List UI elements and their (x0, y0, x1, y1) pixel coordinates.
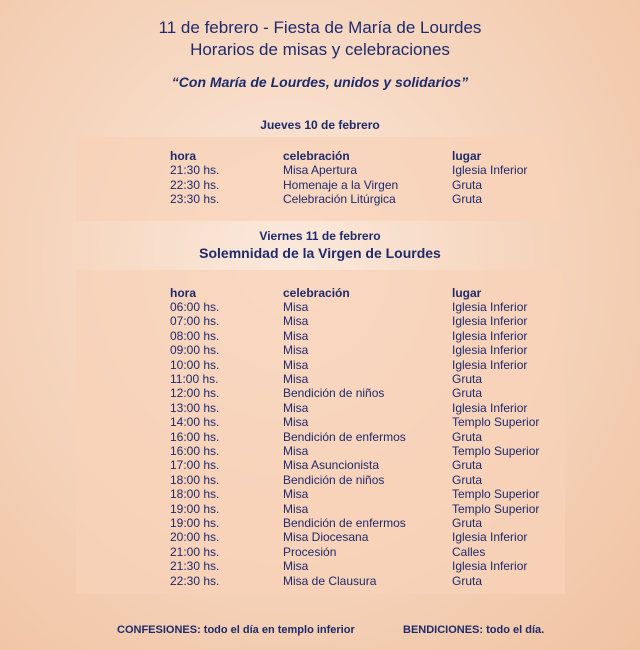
column-header-celebracion: celebración (283, 286, 350, 300)
table-row (76, 343, 565, 357)
cell-lugar: Iglesia Inferior (452, 314, 528, 329)
day2-heading: Viernes 11 de febrero (259, 229, 381, 243)
cell-lugar: Calles (452, 544, 486, 559)
cell-hora: 12:00 hs. (170, 386, 220, 401)
table-row (76, 473, 565, 487)
table-row (76, 386, 565, 400)
cell-hora: 18:00 hs. (170, 487, 220, 502)
cell-lugar: Iglesia Inferior (452, 357, 528, 372)
cell-lugar: Gruta (452, 177, 483, 192)
cell-lugar: Gruta (452, 192, 483, 206)
cell-lugar: Templo Superior (452, 501, 540, 516)
day2-schedule-table (76, 270, 565, 594)
table-row (76, 574, 565, 588)
cell-hora: 11:00 hs. (170, 372, 219, 386)
cell-celebracion: Misa (283, 559, 309, 574)
cell-celebracion: Celebración Litúrgica (283, 192, 396, 206)
table-row (76, 444, 565, 458)
cell-celebracion: Misa (283, 328, 309, 343)
page-title: 11 de febrero - Fiesta de María de Lourdes (158, 18, 482, 37)
cell-hora: 14:00 hs. (170, 415, 220, 430)
cell-hora: 18:00 hs. (170, 472, 220, 487)
column-header-celebracion: celebración (283, 149, 350, 163)
table-row (76, 458, 565, 472)
cell-celebracion: Procesión (283, 544, 337, 559)
cell-lugar: Iglesia Inferior (452, 400, 528, 415)
cell-lugar: Gruta (452, 429, 483, 444)
cell-celebracion: Misa (283, 343, 309, 358)
cell-hora: 13:00 hs. (170, 400, 220, 415)
table-row (76, 545, 565, 559)
cell-celebracion: Misa de Clausura (283, 573, 377, 588)
column-header-lugar: lugar (452, 286, 482, 300)
cell-celebracion: Bendición de niños (283, 472, 385, 487)
cell-celebracion: Misa (283, 300, 309, 314)
cell-lugar: Iglesia Inferior (452, 328, 528, 343)
cell-hora: 19:00 hs. (170, 501, 220, 516)
page-subtitle: Horarios de misas y celebraciones (190, 40, 450, 59)
table-row (76, 401, 565, 415)
cell-celebracion: Bendición de niños (283, 386, 385, 401)
cell-celebracion: Misa (283, 357, 309, 372)
cell-hora: 16:00 hs. (170, 429, 220, 444)
cell-hora: 10:00 hs. (170, 357, 220, 372)
confesiones-note: CONFESIONES: todo el día en templo inferior (117, 624, 355, 636)
table-row (76, 516, 565, 530)
cell-celebracion: Misa (283, 487, 309, 502)
column-header-lugar: lugar (452, 149, 482, 163)
cell-hora: 08:00 hs. (170, 328, 220, 343)
cell-lugar: Gruta (452, 573, 483, 588)
motto: “Con María de Lourdes, unidos y solidarios” (171, 74, 469, 90)
cell-hora: 20:00 hs. (170, 530, 220, 545)
cell-hora: 21:30 hs. (170, 163, 220, 177)
cell-lugar: Templo Superior (452, 487, 540, 502)
cell-celebracion: Misa Diocesana (283, 530, 369, 545)
cell-hora: 21:30 hs. (170, 559, 220, 574)
cell-hora: 22:30 hs. (170, 177, 220, 192)
table-row (76, 300, 565, 314)
cell-hora: 23:30 hs. (170, 192, 220, 206)
cell-celebracion: Misa (283, 501, 309, 516)
table-row (76, 178, 565, 192)
table-header (76, 286, 565, 300)
cell-hora: 07:00 hs. (170, 314, 220, 329)
table-row (76, 358, 565, 372)
cell-celebracion: Misa (283, 415, 309, 430)
cell-lugar: Iglesia Inferior (452, 530, 528, 545)
cell-hora: 17:00 hs. (170, 458, 220, 473)
table-row (76, 487, 565, 501)
table-row (76, 192, 565, 206)
day2-subheading: Solemnidad de la Virgen de Lourdes (199, 245, 441, 261)
table-row (76, 430, 565, 444)
cell-hora: 22:30 hs. (170, 573, 220, 588)
cell-celebracion: Misa Apertura (283, 163, 358, 177)
cell-lugar: Iglesia Inferior (452, 343, 528, 358)
table-row (76, 329, 565, 343)
table-row (76, 530, 565, 544)
table-row (76, 559, 565, 573)
cell-lugar: Gruta (452, 516, 483, 530)
cell-hora: 21:00 hs. (170, 544, 220, 559)
cell-celebracion: Bendición de enfermos (283, 516, 406, 530)
cell-lugar: Gruta (452, 458, 483, 473)
cell-lugar: Templo Superior (452, 444, 540, 458)
table-row (76, 372, 565, 386)
column-header-hora: hora (170, 286, 197, 300)
cell-celebracion: Misa Asuncionista (283, 458, 380, 473)
day1-schedule-table (76, 137, 565, 221)
cell-hora: 19:00 hs. (170, 516, 220, 530)
column-header-hora: hora (170, 149, 197, 163)
table-header (76, 149, 565, 163)
cell-lugar: Gruta (452, 472, 483, 487)
cell-celebracion: Misa (283, 314, 309, 329)
day1-heading: Jueves 10 de febrero (260, 118, 380, 132)
cell-hora: 16:00 hs. (170, 444, 220, 458)
table-row (76, 163, 565, 177)
cell-celebracion: Misa (283, 400, 309, 415)
cell-lugar: Iglesia Inferior (452, 300, 528, 314)
table-row (76, 415, 565, 429)
cell-celebracion: Homenaje a la Virgen (283, 177, 399, 192)
cell-hora: 06:00 hs. (170, 300, 220, 314)
cell-lugar: Iglesia Inferior (452, 559, 528, 574)
bendiciones-note: BENDICIONES: todo el día. (403, 624, 545, 636)
cell-celebracion: Misa (283, 444, 309, 458)
cell-hora: 09:00 hs. (170, 343, 220, 358)
table-row (76, 502, 565, 516)
cell-lugar: Gruta (452, 386, 483, 401)
cell-lugar: Iglesia Inferior (452, 163, 528, 177)
table-row (76, 314, 565, 328)
cell-celebracion: Bendición de enfermos (283, 429, 406, 444)
cell-lugar: Gruta (452, 372, 483, 386)
cell-lugar: Templo Superior (452, 415, 540, 430)
cell-celebracion: Misa (283, 372, 309, 386)
